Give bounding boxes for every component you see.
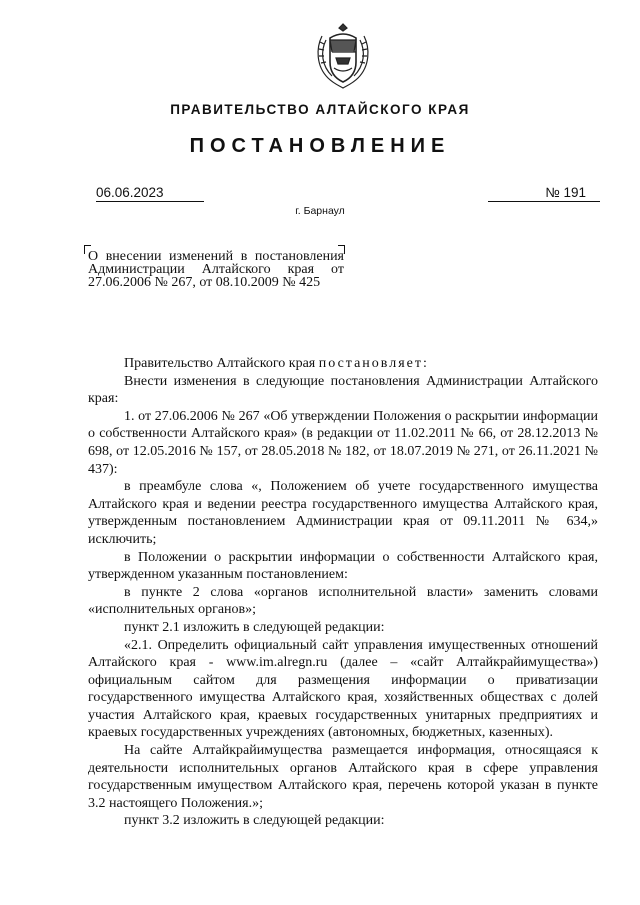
- government-title: ПРАВИТЕЛЬСТВО АЛТАЙСКОГО КРАЯ: [170, 102, 470, 117]
- preamble-keyword: постановляет: [318, 356, 423, 371]
- body-paragraph: «2.1. Определить официальный сайт управления имущественных отношений Алтайского края - www.im.alregn.ru (далее – «сайт Алтайкрайимущества») официальным сайтом для размещения информации о приватизации государственного имущества Алтайского края, хозяйственных обществах с долей участия Алтайского края, краевых государственных унитарных предприятиях и краевых государственных учреждениях (автономных, бюджетных, казенных).: [88, 637, 598, 741]
- body-paragraph: в пункте 2 слова «органов исполнительной власти» заменить словами «исполнительных органов»;: [88, 584, 598, 618]
- document-type: ПОСТАНОВЛЕНИЕ: [189, 135, 451, 157]
- document-number-value: № 191: [545, 185, 586, 200]
- document-body: [88, 355, 598, 830]
- document-number: [488, 185, 600, 202]
- preamble: [88, 355, 598, 373]
- body-paragraph: в Положении о раскрытии информации о собственности Алтайского края, утвержденном указанным постановлением:: [88, 549, 598, 583]
- body-paragraph: в преамбуле слова «, Положением об учете государственного имущества Алтайского края и ведении реестра государственного имущества Алтайского края, утвержденным постановлением Администрации края от 09.11.2011 № 634,» исключить;: [88, 479, 598, 547]
- body-paragraph: На сайте Алтайкрайимущества размещается информация, относящаяся к деятельности исполнительных органов Алтайского края в сфере управления государственным имуществом Алтайского края, перечень которой указан в пункте 3.2 настоящего Положения.»;: [88, 743, 598, 811]
- document-subject: О внесении изменений в постановления Администрации Алтайского края от 27.06.2006 № 267, от 08.10.2009 № 425: [88, 249, 344, 290]
- body-paragraph: пункт 2.1 изложить в следующей редакции:: [124, 619, 385, 635]
- preamble-colon: :: [422, 356, 427, 371]
- body-paragraph: 1. от 27.06.2006 № 267 «Об утверждении Положения о раскрытии информации о собственности Алтайского края» (в редакции от 11.02.2011 № 66, от 28.12.2013 № 698, от 12.05.2016 № 157, от 28.05.2018 № 182, от 18.07.2019 № 271, от 26.11.2021 № 437):: [88, 408, 598, 477]
- preamble-text: Правительство Алтайского края: [124, 356, 319, 371]
- body-paragraph: Внести изменения в следующие постановления Администрации Алтайского края:: [88, 373, 598, 407]
- document-date: 06.06.2023: [96, 185, 204, 202]
- document-city: г. Барнаул: [295, 205, 345, 217]
- coat-of-arms-emblem: [310, 18, 376, 90]
- body-paragraph: пункт 3.2 изложить в следующей редакции:: [124, 813, 385, 829]
